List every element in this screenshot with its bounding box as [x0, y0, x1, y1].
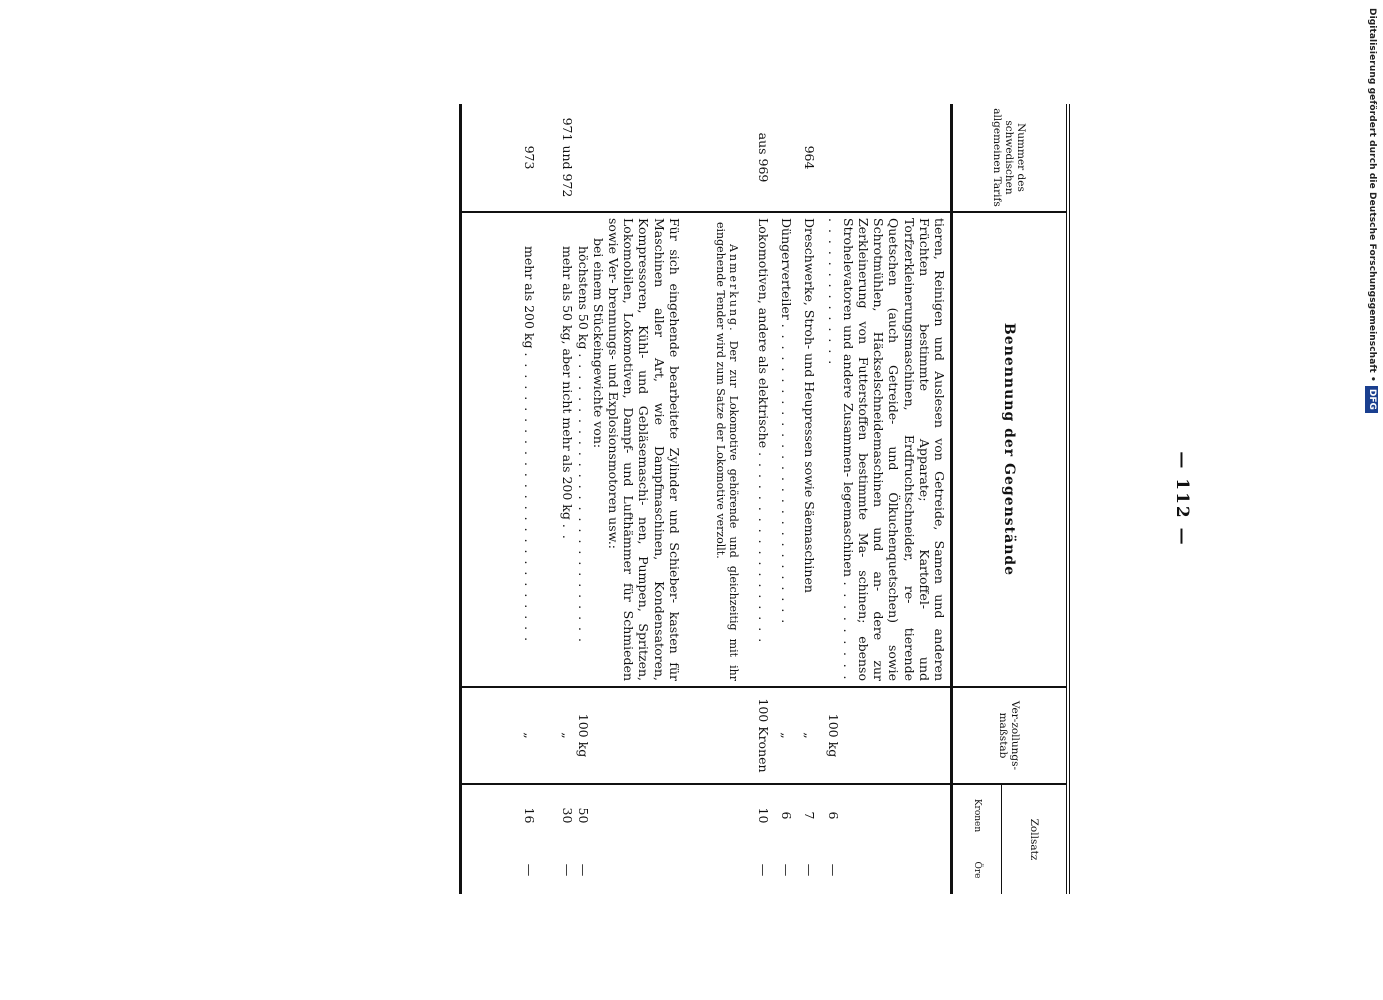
- rate-kronor: 16: [460, 784, 555, 846]
- leader-dots: . . . . . . . . . . . . . . . . . . . . . . . . . . .: [522, 352, 538, 643]
- table-row: [774, 104, 797, 894]
- rate-kronor: [555, 784, 709, 846]
- rate-kronor: 6: [820, 784, 951, 846]
- tariff-number: aus 969: [755, 132, 771, 183]
- tariff-table: [459, 104, 1070, 894]
- duty-measure: [555, 687, 709, 784]
- duty-measure: 100 kg: [820, 687, 951, 784]
- table-row: [709, 104, 774, 894]
- leader-dots: . .: [560, 523, 576, 541]
- duty-measure-value: 100 kg: [575, 713, 591, 758]
- leader-dots: . . . . . . . . . . . . . . . . . . . . . . . . . . . .: [779, 323, 795, 625]
- credit-text: Digitalisierung gefördert durch die Deutsche Forschungsgemeinschaft •: [1367, 8, 1377, 382]
- rate-ore: —: [460, 846, 555, 894]
- table-row: [555, 104, 709, 894]
- duty-measure: „: [460, 687, 555, 784]
- dfg-logo: DFG: [1366, 386, 1379, 413]
- tariff-number: 964: [802, 145, 818, 170]
- weights-label: bei einem Stückeingewichte von:: [590, 238, 606, 449]
- page-content: [140, 104, 1210, 894]
- duty-measure: „: [797, 687, 820, 784]
- tariff-number: 971 und 972: [560, 117, 576, 198]
- page-number: — 112 —: [1172, 451, 1192, 547]
- rate-ore: —: [779, 863, 795, 877]
- leader-dots: . . . . . . . . . . . . . . . . . . . . . . . . . . .: [575, 353, 591, 644]
- sub-item: [575, 218, 590, 681]
- tariff-number: 973: [460, 104, 555, 212]
- duty-measure-value: „: [560, 732, 576, 739]
- rate-kronor-value: 30: [560, 807, 576, 824]
- remark-text: Der zur Lokomotive gehörende und gleichzeitig mit ihr eingehende Tender wird zum Satze der Lokomotive verzollt.: [713, 222, 740, 681]
- rate-ore: —: [755, 863, 771, 877]
- rate-ore-value: —: [560, 863, 576, 877]
- group-intro: Für sich eingehende bearbeitete Zylinder und Schieber- kasten für Maschinen aller Art, wie Dampfmaschinen, Kondensatoren, Kompressoren, Kühl- und Gebläsemaschi- nen, Pumpen, Spritzen, Lokomobilen, Lokomotiven, Dampf- und Lufthämmer für Schmieden sowie Ver- brennungs- und Explosionsmotoren usw.:: [605, 218, 682, 681]
- item-description: [555, 212, 709, 687]
- rate-ore: —: [802, 863, 818, 877]
- leader-dots: . . . . . . . . . . . . . . . . . .: [755, 452, 771, 644]
- item-description: [774, 212, 797, 687]
- digitization-credit: [1364, 8, 1380, 410]
- description-text: Lokomotiven, andere als elektrische: [755, 218, 771, 449]
- remark-label: Anmerkung.: [726, 244, 740, 333]
- rate-kronor: 7: [797, 784, 820, 846]
- header-kronor: Kronen: [952, 784, 1002, 846]
- description-text: tieren, Reinigen und Auslesen von Getreide, Samen und anderen Früchten bestimmte Apparate; Kartoffel- und Torfzerkleinerungsmaschinen, Erdfruchtschneider, re- tierende Quetschen (auch Getreide- und Ölkuchenquetschen) sowie Schrotmühlen, Häckselschneidemaschinen und an- dere zur Zerkleinerung von Futterstoffen bestimmte Ma- schinen; ebenso Strohelevatoren und andere Zusammen- legemaschinen: [840, 218, 947, 681]
- header-measure: Ver-zollungs-maßstab: [952, 687, 1069, 784]
- item-description: [797, 212, 820, 687]
- header-ore: Öre: [952, 846, 1002, 894]
- leader-dots: . . . . . . . . . . . . . . . . . . . . . . .: [825, 218, 856, 681]
- sub-item-label: mehr als 50 kg, aber nicht mehr als 200 kg: [560, 246, 576, 520]
- duty-measure: 100 Kronen: [709, 687, 774, 784]
- remark: [714, 218, 740, 681]
- sub-item: [560, 218, 575, 681]
- table-row: [820, 104, 951, 894]
- rate-kronor: 6: [774, 784, 797, 846]
- header-rate: Zollsatz: [1002, 784, 1069, 894]
- description-text: Dreschwerke, Stroh- und Heupressen sowie Säemaschinen: [802, 218, 818, 593]
- rate-kronor-value: 50: [575, 807, 591, 824]
- description-text: Düngerverteiler: [779, 218, 795, 320]
- tariff-number: [774, 104, 797, 212]
- item-description: [460, 212, 555, 687]
- rate-ore-value: —: [575, 863, 591, 877]
- scanned-page: [140, 104, 1210, 894]
- rate-ore: —: [825, 863, 841, 877]
- duty-measure: „: [774, 687, 797, 784]
- tariff-number: [820, 104, 951, 212]
- rate-kronor: 10: [709, 784, 774, 846]
- item-description: [820, 212, 951, 687]
- sub-item-label: höchstens 50 kg: [575, 246, 591, 350]
- rate-ore: [555, 846, 709, 894]
- header-description: Benennung der Gegenstände: [952, 212, 1069, 687]
- table-row: [460, 104, 555, 894]
- header-number: Nummer des schwedischen allgemeinen Tarifs: [952, 104, 1069, 212]
- item-description: [709, 212, 774, 687]
- sub-item-label: mehr als 200 kg: [522, 246, 538, 349]
- table-row: [797, 104, 820, 894]
